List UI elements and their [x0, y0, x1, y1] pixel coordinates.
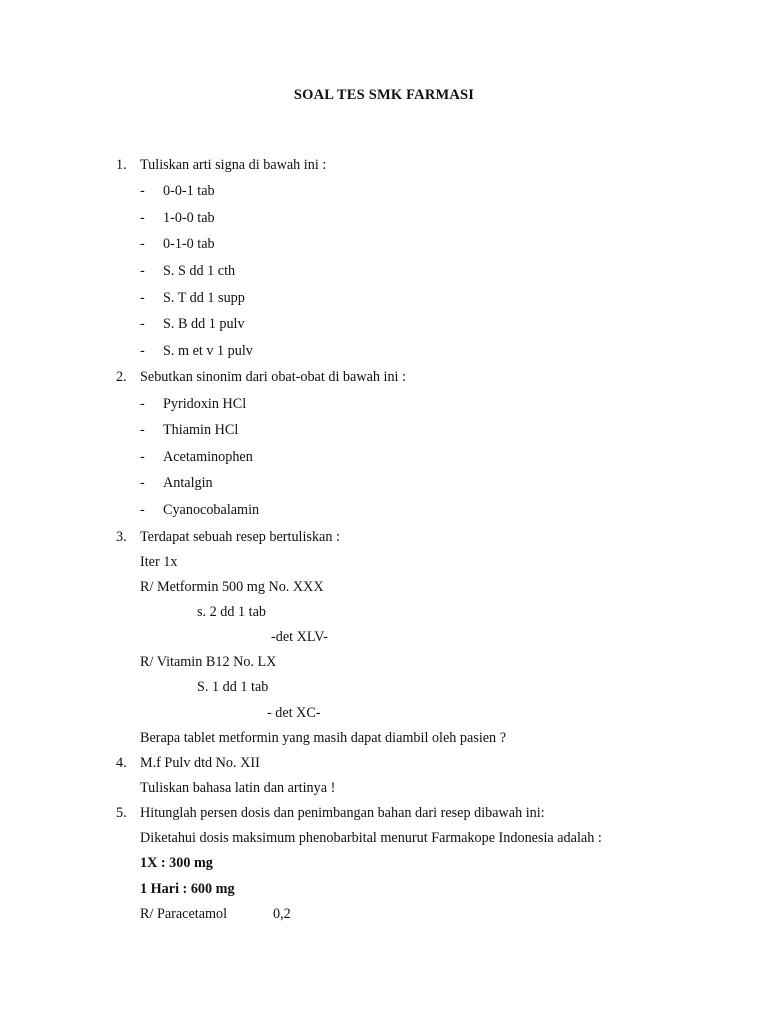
- q2-item-dash: -: [140, 449, 145, 465]
- q1-item: S. m et v 1 pulv: [163, 343, 253, 359]
- q5-text: Hitunglah persen dosis dan penimbangan bahan dari resep dibawah ini:: [140, 805, 545, 821]
- q1-item-dash: -: [140, 183, 145, 199]
- q2-text: Sebutkan sinonim dari obat-obat di bawah ini :: [140, 369, 406, 385]
- q2-item: Cyanocobalamin: [163, 502, 260, 518]
- q1-item-dash: -: [140, 263, 145, 279]
- q2-item-dash: -: [140, 396, 145, 412]
- q4-number: 4.: [116, 755, 127, 771]
- q2-number: 2.: [116, 369, 127, 385]
- q2-item-dash: -: [140, 502, 145, 518]
- document-title: SOAL TES SMK FARMASI: [293, 87, 475, 103]
- q4-sub: Tuliskan bahasa latin dan artinya !: [140, 780, 336, 796]
- q1-item-dash: -: [140, 343, 145, 359]
- q5-sub: Diketahui dosis maksimum phenobarbital menurut Farmakope Indonesia adalah :: [140, 830, 602, 846]
- q1-item: S. T dd 1 supp: [163, 290, 245, 306]
- q3-text: Terdapat sebuah resep bertuliskan :: [140, 529, 340, 545]
- q2-item: Antalgin: [163, 475, 213, 491]
- q1-text: Tuliskan arti signa di bawah ini :: [140, 157, 327, 173]
- q2-item: Pyridoxin HCl: [163, 396, 247, 412]
- q4-text: M.f Pulv dtd No. XII: [140, 755, 260, 771]
- q2-item: Thiamin HCl: [163, 422, 239, 438]
- q2-item: Acetaminophen: [163, 449, 253, 465]
- q1-item: S. S dd 1 cth: [163, 263, 236, 279]
- q3-number: 3.: [116, 529, 127, 545]
- q1-item-dash: -: [140, 210, 145, 226]
- q3-iter: Iter 1x: [140, 554, 178, 570]
- q3-recipe-2-signa: S. 1 dd 1 tab: [197, 679, 269, 695]
- q3-recipe-2: R/ Vitamin B12 No. LX: [140, 654, 277, 670]
- q1-item: 0-1-0 tab: [163, 236, 215, 252]
- q5-dose-single: 1X : 300 mg: [140, 855, 213, 871]
- q1-item: S. B dd 1 pulv: [163, 316, 245, 332]
- q3-recipe-2-det: - det XC-: [267, 705, 321, 721]
- q2-item-dash: -: [140, 475, 145, 491]
- q3-recipe-1-signa: s. 2 dd 1 tab: [197, 604, 266, 620]
- q3-question: Berapa tablet metformin yang masih dapat diambil oleh pasien ?: [140, 730, 507, 746]
- q1-item-dash: -: [140, 316, 145, 332]
- q3-recipe-1-det: -det XLV-: [271, 629, 328, 645]
- q1-item: 0-0-1 tab: [163, 183, 215, 199]
- q5-recipe-qty: 0,2: [273, 906, 291, 922]
- q1-number: 1.: [116, 157, 127, 173]
- q5-recipe-name: R/ Paracetamol: [140, 906, 228, 922]
- q5-number: 5.: [116, 805, 127, 821]
- q1-item: 1-0-0 tab: [163, 210, 215, 226]
- q5-dose-daily: 1 Hari : 600 mg: [140, 881, 235, 897]
- q2-item-dash: -: [140, 422, 145, 438]
- q1-item-dash: -: [140, 236, 145, 252]
- q1-item-dash: -: [140, 290, 145, 306]
- q3-recipe-1: R/ Metformin 500 mg No. XXX: [140, 579, 324, 595]
